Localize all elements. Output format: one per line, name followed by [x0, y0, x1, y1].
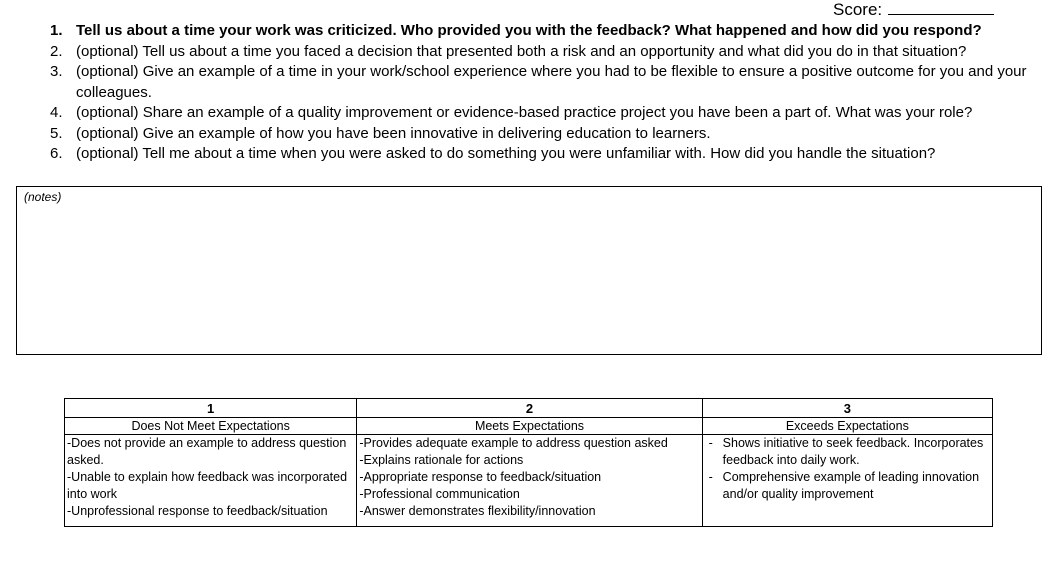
dash-bullet: - [708, 436, 713, 450]
scoring-rubric-table [64, 398, 993, 527]
rubric-criteria-cell [702, 435, 992, 527]
rubric-header-cell [65, 399, 357, 435]
question-item [0, 21, 1059, 42]
question-item [0, 62, 1059, 103]
rubric-criteria-cell [357, 435, 702, 527]
criteria-item: -Answer demonstrates flexibility/innovation [359, 504, 596, 518]
rubric-score: 2 [525, 401, 534, 416]
question-text: (optional) Share an example of a quality improvement or evidence-based practice project you have been a part of. What was your role? [76, 104, 973, 121]
criteria-list [357, 435, 701, 526]
rubric-header-cell [702, 399, 992, 435]
question-number: 2. [50, 42, 63, 60]
question-text: (optional) Tell me about a time when you were asked to do something you were unfamiliar with. How did you handle the situation? [76, 145, 936, 162]
rubric-level-label: Does Not Meet Expectations [65, 417, 356, 434]
question-number: 3. [50, 63, 63, 80]
question-text: (optional) Give an example of a time in your work/school experience where you had to be flexible to ensure a positive outcome for you and your colleagues. [76, 63, 1027, 101]
criteria-item: -Explains rationale for actions [359, 453, 524, 467]
criteria-item: -Professional communication [359, 487, 520, 501]
dash-bullet: - [708, 470, 713, 484]
question-number: 4. [50, 104, 63, 121]
rubric-level-label: Meets Expectations [357, 417, 701, 434]
score-label: Score: [833, 0, 883, 19]
notes-box[interactable] [16, 186, 1042, 355]
question-number: 5. [50, 124, 63, 142]
interview-question-list [0, 21, 1059, 165]
question-item [0, 103, 1059, 124]
rubric-score: 1 [207, 401, 215, 416]
question-text: (optional) Tell us about a time you faced a decision that presented both a risk and an opportunity and what did you do in that situation? [76, 42, 967, 60]
criteria-list [65, 435, 356, 526]
question-number: 6. [50, 145, 63, 162]
criteria-item [703, 435, 992, 469]
score-field [833, 0, 994, 20]
rubric-header-row [65, 399, 993, 435]
notes-label: (notes) [24, 190, 62, 204]
criteria-item: -Provides adequate example to address question asked [359, 436, 668, 450]
question-item [0, 42, 1059, 63]
rubric-criteria-cell [65, 435, 357, 527]
rubric-criteria-row [65, 435, 993, 527]
criteria-text: Comprehensive example of leading innovation and/or quality improvement [722, 470, 980, 501]
question-text: (optional) Give an example of how you have been innovative in delivering education to learners. [76, 124, 711, 142]
question-number: 1. [50, 22, 63, 39]
question-item [0, 124, 1059, 145]
criteria-item: -Appropriate response to feedback/situation [359, 470, 602, 484]
criteria-item [703, 469, 992, 503]
criteria-text: Shows initiative to seek feedback. Incorporates feedback into daily work. [722, 436, 984, 467]
score-blank-line[interactable] [888, 0, 994, 15]
rubric-score: 3 [843, 401, 851, 416]
criteria-list [703, 435, 992, 509]
rubric-header-cell [357, 399, 702, 435]
criteria-item: -Does not provide an example to address question asked. [67, 436, 347, 467]
criteria-item: -Unable to explain how feedback was incorporated into work [67, 470, 348, 501]
rubric-level-label: Exceeds Expectations [703, 417, 992, 434]
question-text: Tell us about a time your work was criticized. Who provided you with the feedback? What happened and how did you respond? [76, 22, 982, 39]
criteria-item: -Unprofessional response to feedback/situation [67, 504, 328, 518]
question-item [0, 144, 1059, 165]
